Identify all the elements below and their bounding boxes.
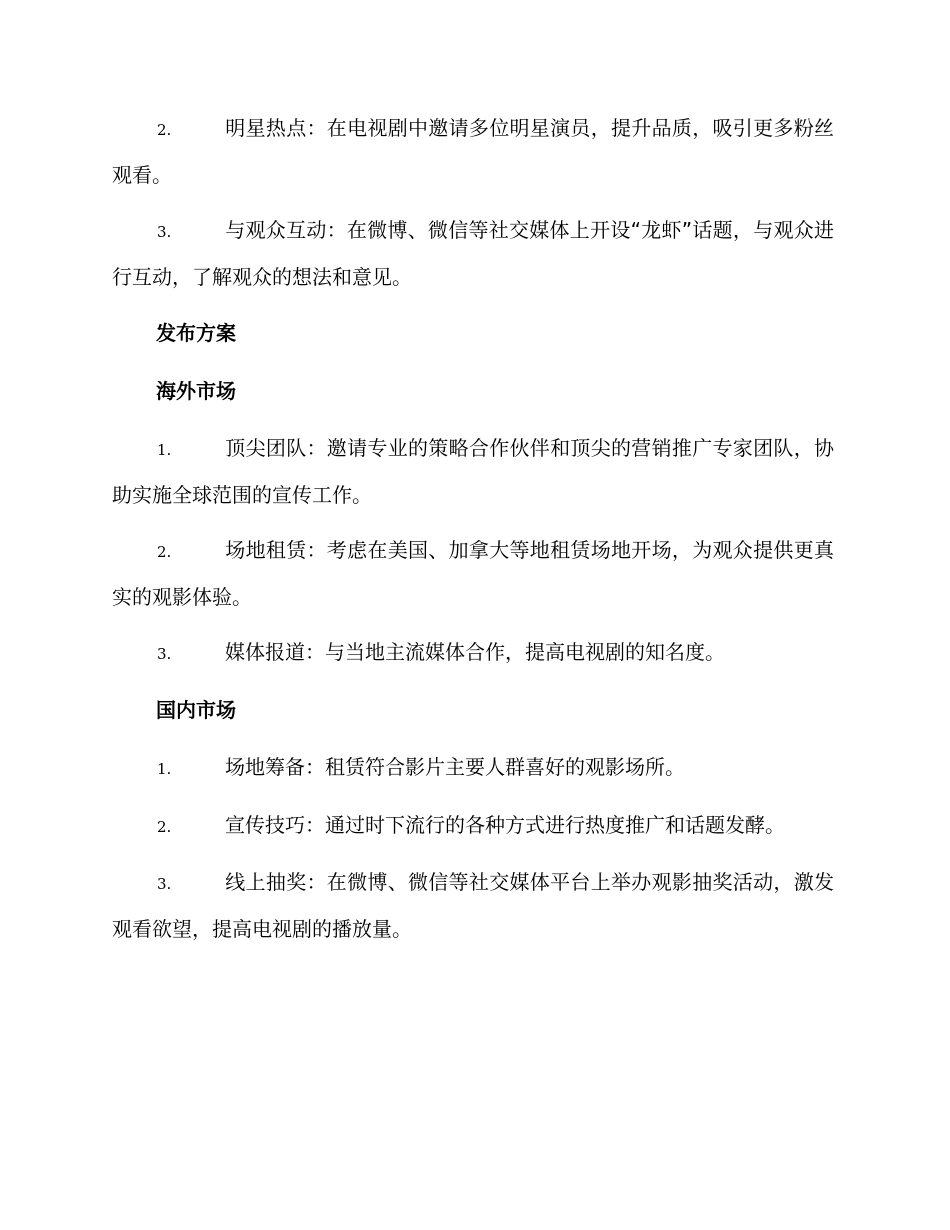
section-heading-overseas-market: 海外市场 xyxy=(156,379,236,403)
list-item xyxy=(112,803,834,850)
item-number: 2. xyxy=(157,121,172,139)
item-number: 1. xyxy=(157,760,172,778)
list-item xyxy=(112,860,834,952)
list-item xyxy=(112,426,834,518)
item-text: 场地筹备：租赁符合影片主要人群喜好的观影场所。 xyxy=(225,755,685,779)
item-number: 1. xyxy=(157,441,172,459)
item-text: 场地租赁：考虑在美国、加拿大等地租赁场地开场，为观众提供更真实的观影体验。 xyxy=(112,538,834,609)
list-item xyxy=(112,208,834,300)
item-text: 线上抽奖：在微博、微信等社交媒体平台上举办观影抽奖活动，激发观看欲望，提高电视剧的播放量。 xyxy=(112,870,834,941)
item-number: 3. xyxy=(157,645,172,663)
item-number: 3. xyxy=(157,875,172,893)
item-text: 顶尖团队：邀请专业的策略合作伙伴和顶尖的营销推广专家团队，协助实施全球范围的宣传工作。 xyxy=(112,436,834,507)
section-heading-release-plan: 发布方案 xyxy=(156,321,236,345)
item-text: 明星热点：在电视剧中邀请多位明星演员，提升品质，吸引更多粉丝观看。 xyxy=(112,116,834,187)
item-text: 媒体报道：与当地主流媒体合作，提高电视剧的知名度。 xyxy=(225,640,725,664)
item-number: 3. xyxy=(157,223,172,241)
item-number: 2. xyxy=(157,818,172,836)
item-number: 2. xyxy=(157,543,172,561)
list-item xyxy=(112,528,834,620)
list-item xyxy=(112,106,834,198)
list-item xyxy=(112,745,834,792)
item-text: 宣传技巧：通过时下流行的各种方式进行热度推广和话题发酵。 xyxy=(225,813,785,837)
section-heading-domestic-market: 国内市场 xyxy=(156,698,236,722)
item-text: 与观众互动：在微博、微信等社交媒体上开设“龙虾”话题，与观众进行互动，了解观众的想法和意见。 xyxy=(112,218,834,289)
list-item xyxy=(112,630,834,677)
